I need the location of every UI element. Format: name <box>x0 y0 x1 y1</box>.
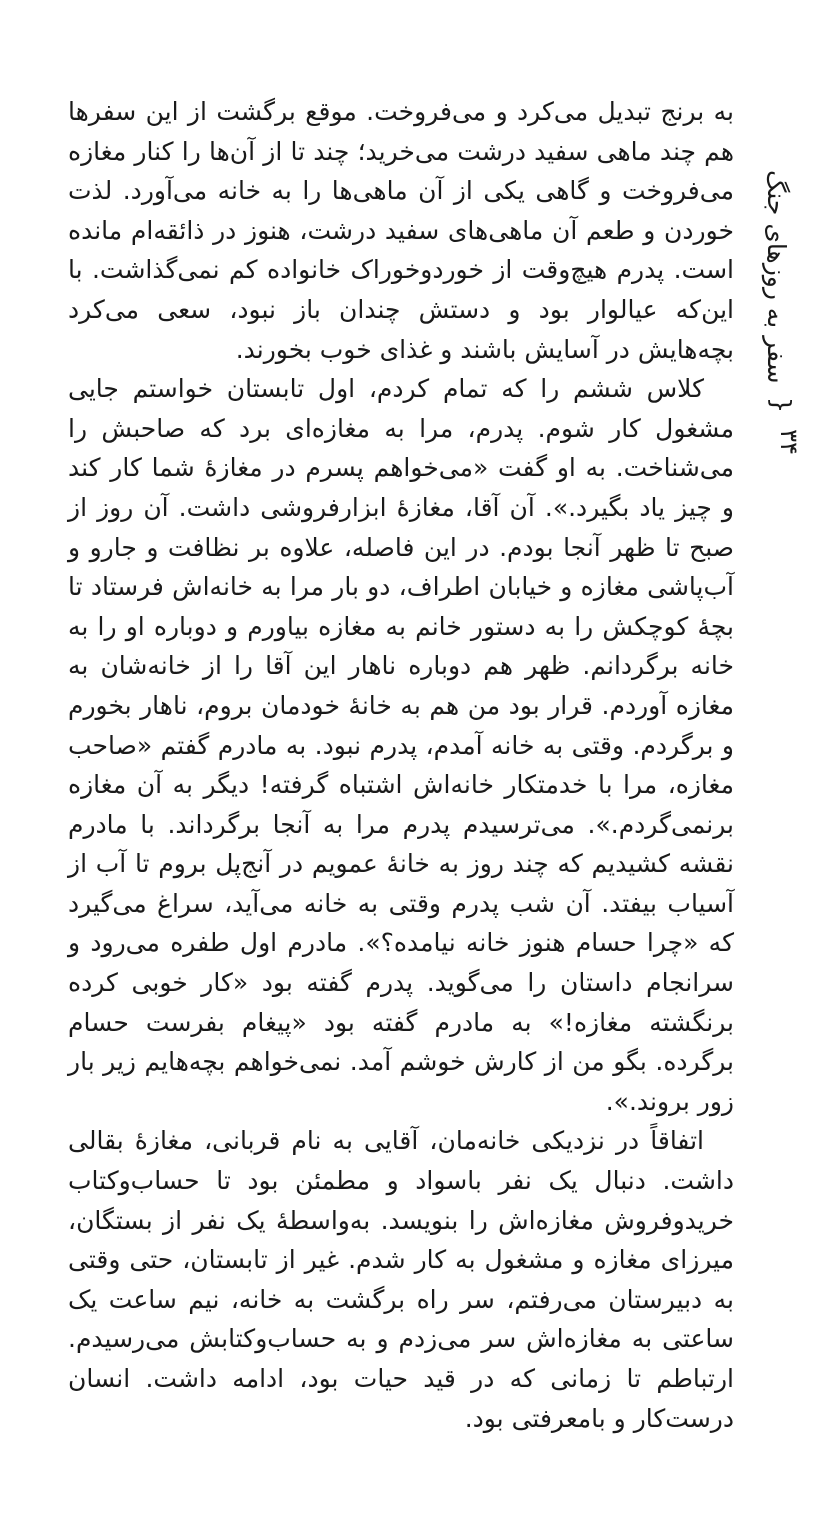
page-number: ۳۴ <box>774 429 803 455</box>
paragraph-2: کلاس ششم را که تمام کردم، اول تابستان خواستم جایی مشغول کار شوم. پدرم، مرا به مغازه‌ای برد که صاحبش را می‌شناخت. به او گفت «می‌خواهم پسرم در مغازهٔ شما کار کند و چیز یاد بگیرد.». آن آقا، مغازهٔ ابزارفروشی داشت. آن روز از صبح تا ظهر آنجا بودم. در این فاصله، علاوه بر نظافت و جارو و آب‌پاشی مغازه و خیابان اطراف، دو بار مرا به خانه‌اش فرستاد تا بچهٔ کوچکش را به دستور خانم به مغازه بیاورم و دوباره او را به خانه برگردانم. ظهر هم دوباره ناهار این آقا را از خانه‌شان به مغازه آوردم. قرار بود من هم به خانهٔ خودمان بروم، ناهار بخورم و برگردم. وقتی به خانه آمدم، پدرم نبود. به مادرم گفتم «صاحب مغازه، مرا با خدمتکار خانه‌اش اشتباه گرفته! دیگر به آن مغازه برنمی‌گردم.». می‌ترسیدم پدرم مرا به آنجا برگرداند. با مادرم نقشه کشیدیم که چند روز به خانهٔ عمویم در آنج‌پل بروم تا آب از آسیاب بیفتد. آن شب پدرم وقتی به خانه می‌آید، سراغ می‌گیرد که «چرا حسام هنوز خانه نیامده؟». مادرم اول طفره می‌رود و سرانجام داستان را می‌گوید. پدرم گفته بود «کار خوبی کرده برنگشته مغازه!» به مادرم گفته بود «پیغام بفرست حسام برگرده. بگو من از کارش خوشم آمد. نمی‌خواهم بچه‌هایم زیر بار زور بروند.». <box>68 374 734 1116</box>
book-title: سفر به روزهای جنگ <box>762 170 791 384</box>
header-brace: } <box>765 396 796 414</box>
running-header <box>756 170 826 550</box>
paragraph-1: به برنج تبدیل می‌کرد و می‌فروخت. موقع برگشت از این سفرها هم چند ماهی سفید درشت می‌خرید؛ چند تا از آن‌ها را کنار مغازه می‌فروخت و گاهی یکی از آن ماهی‌ها را به خانه می‌آورد. لذت خوردن و طعم آن ماهی‌های سفید درشت، هنوز در ذائقه‌ام مانده است. پدرم هیچ‌وقت از خوردوخوراک خانواده کم نمی‌گذاشت. با این‌که عیالوار بود و دستش چندان باز نبود، سعی می‌کرد بچه‌هایش در آسایش باشند و غذای خوب بخورند. <box>68 97 734 364</box>
body-text <box>68 92 734 1438</box>
paragraph-3: اتفاقاً در نزدیکی خانه‌مان، آقایی به نام قربانی، مغازهٔ بقالی داشت. دنبال یک نفر باسواد و مطمئن بود تا حساب‌وکتاب خریدوفروش مغازه‌اش را بنویسد. به‌واسطهٔ یک نفر از بستگان، میرزای مغازه و مشغول به کار شدم. غیر از تابستان، حتی وقتی به دبیرستان می‌رفتم، سر راه برگشت به خانه، نیم ساعت یک ساعتی به مغازه‌اش سر می‌زدم و به حساب‌وکتابش می‌رسیدم. ارتباطم تا زمانی که در قید حیات بود، ادامه داشت. انسان درست‌کار و بامعرفتی بود. <box>68 1126 734 1433</box>
